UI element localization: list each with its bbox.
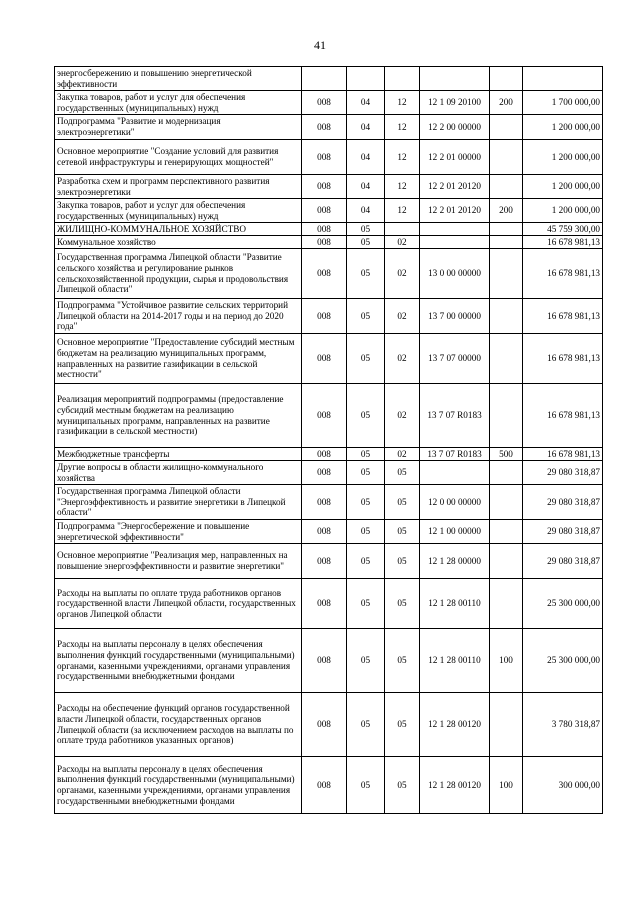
admin-code-cell: 008 bbox=[302, 448, 347, 461]
amount-cell bbox=[523, 67, 603, 91]
target-article-cell bbox=[420, 67, 490, 91]
target-article-cell: 12 1 00 00000 bbox=[420, 520, 490, 544]
subsection-code-cell bbox=[385, 67, 420, 91]
section-code-cell: 05 bbox=[347, 334, 385, 384]
section-code-cell: 05 bbox=[347, 757, 385, 814]
section-code-cell: 05 bbox=[347, 544, 385, 579]
admin-code-cell: 008 bbox=[302, 485, 347, 520]
amount-cell: 1 200 000,00 bbox=[523, 115, 603, 140]
amount-cell: 29 080 318,87 bbox=[523, 544, 603, 579]
subsection-code-cell: 05 bbox=[385, 461, 420, 485]
section-code-cell: 05 bbox=[347, 236, 385, 249]
expense-type-cell bbox=[490, 115, 523, 140]
amount-cell: 1 200 000,00 bbox=[523, 140, 603, 175]
expense-type-cell bbox=[490, 223, 523, 236]
target-article-cell: 13 7 00 00000 bbox=[420, 299, 490, 334]
admin-code-cell: 008 bbox=[302, 299, 347, 334]
admin-code-cell: 008 bbox=[302, 236, 347, 249]
subsection-code-cell: 12 bbox=[385, 91, 420, 115]
target-article-cell: 12 2 01 20120 bbox=[420, 199, 490, 223]
budget-table bbox=[54, 66, 603, 814]
admin-code-cell: 008 bbox=[302, 520, 347, 544]
expense-type-cell bbox=[490, 175, 523, 199]
subsection-code-cell: 05 bbox=[385, 693, 420, 757]
section-code-cell: 05 bbox=[347, 249, 385, 299]
row-name-cell: Коммунальное хозяйство bbox=[55, 236, 302, 249]
row-name-cell: Расходы на выплаты по оплате труда работников органов государственной власти Липецкой области, государственных органов Липецкой области bbox=[55, 579, 302, 629]
row-name-cell: Расходы на выплаты персоналу в целях обеспечения выполнения функций государственными (муниципальными) органами, казенными учреждениями, органами управления государственными внебюджетными фондами bbox=[55, 757, 302, 814]
section-code-cell: 05 bbox=[347, 384, 385, 448]
row-name-cell: Другие вопросы в области жилищно-коммунального хозяйства bbox=[55, 461, 302, 485]
expense-type-cell: 100 bbox=[490, 757, 523, 814]
expense-type-cell bbox=[490, 520, 523, 544]
amount-cell: 16 678 981,13 bbox=[523, 384, 603, 448]
row-name-cell: Основное мероприятие "Реализация мер, направленных на повышение энергоэффективности и развитие энергетики" bbox=[55, 544, 302, 579]
amount-cell: 29 080 318,87 bbox=[523, 520, 603, 544]
admin-code-cell: 008 bbox=[302, 629, 347, 693]
expense-type-cell bbox=[490, 461, 523, 485]
expense-type-cell bbox=[490, 693, 523, 757]
row-name-cell: Подпрограмма "Энергосбережение и повышение энергетической эффективности" bbox=[55, 520, 302, 544]
row-name-cell: энергосбережению и повышению энергетической эффективности bbox=[55, 67, 302, 91]
admin-code-cell: 008 bbox=[302, 115, 347, 140]
table-body bbox=[55, 67, 603, 814]
target-article-cell: 13 7 07 00000 bbox=[420, 334, 490, 384]
section-code-cell: 04 bbox=[347, 91, 385, 115]
row-name-cell: Подпрограмма "Развитие и модернизация электроэнергетики" bbox=[55, 115, 302, 140]
table-row bbox=[55, 140, 603, 175]
section-code-cell: 04 bbox=[347, 175, 385, 199]
admin-code-cell: 008 bbox=[302, 579, 347, 629]
admin-code-cell: 008 bbox=[302, 384, 347, 448]
table-row bbox=[55, 223, 603, 236]
table-row bbox=[55, 544, 603, 579]
section-code-cell: 04 bbox=[347, 199, 385, 223]
table-row bbox=[55, 67, 603, 91]
amount-cell: 16 678 981,13 bbox=[523, 249, 603, 299]
section-code-cell: 05 bbox=[347, 579, 385, 629]
row-name-cell: Межбюджетные трансферты bbox=[55, 448, 302, 461]
table-row bbox=[55, 175, 603, 199]
section-code-cell: 04 bbox=[347, 140, 385, 175]
row-name-cell: Закупка товаров, работ и услуг для обеспечения государственных (муниципальных) нужд bbox=[55, 199, 302, 223]
row-name-cell: Государственная программа Липецкой области "Энергоэффективность и развитие энергетики в Липецкой области" bbox=[55, 485, 302, 520]
target-article-cell: 12 1 09 20100 bbox=[420, 91, 490, 115]
subsection-code-cell: 02 bbox=[385, 236, 420, 249]
table-row bbox=[55, 334, 603, 384]
table-row bbox=[55, 485, 603, 520]
admin-code-cell: 008 bbox=[302, 140, 347, 175]
table-row bbox=[55, 236, 603, 249]
section-code-cell: 05 bbox=[347, 223, 385, 236]
target-article-cell: 12 1 28 00110 bbox=[420, 629, 490, 693]
table-row bbox=[55, 115, 603, 140]
table-row bbox=[55, 249, 603, 299]
row-name-cell: Разработка схем и программ перспективного развития электроэнергетики bbox=[55, 175, 302, 199]
table-row bbox=[55, 629, 603, 693]
target-article-cell: 12 1 28 00110 bbox=[420, 579, 490, 629]
section-code-cell: 05 bbox=[347, 448, 385, 461]
table-row bbox=[55, 299, 603, 334]
admin-code-cell: 008 bbox=[302, 175, 347, 199]
expense-type-cell bbox=[490, 334, 523, 384]
target-article-cell: 13 7 07 R0183 bbox=[420, 448, 490, 461]
amount-cell: 1 200 000,00 bbox=[523, 175, 603, 199]
expense-type-cell bbox=[490, 579, 523, 629]
subsection-code-cell: 02 bbox=[385, 384, 420, 448]
admin-code-cell: 008 bbox=[302, 757, 347, 814]
subsection-code-cell: 02 bbox=[385, 448, 420, 461]
amount-cell: 25 300 000,00 bbox=[523, 579, 603, 629]
subsection-code-cell: 05 bbox=[385, 520, 420, 544]
section-code-cell: 05 bbox=[347, 461, 385, 485]
row-name-cell: Подпрограмма "Устойчивое развитие сельских территорий Липецкой области на 2014-2017 годы и на период до 2020 года" bbox=[55, 299, 302, 334]
amount-cell: 300 000,00 bbox=[523, 757, 603, 814]
table-row bbox=[55, 757, 603, 814]
subsection-code-cell bbox=[385, 223, 420, 236]
subsection-code-cell: 12 bbox=[385, 115, 420, 140]
row-name-cell: Расходы на обеспечение функций органов государственной власти Липецкой области, государственных органов Липецкой области (за исключением расходов на выплаты по оплате труда работников указанных органов) bbox=[55, 693, 302, 757]
subsection-code-cell: 05 bbox=[385, 757, 420, 814]
admin-code-cell: 008 bbox=[302, 199, 347, 223]
target-article-cell: 12 0 00 00000 bbox=[420, 485, 490, 520]
admin-code-cell: 008 bbox=[302, 249, 347, 299]
amount-cell: 16 678 981,13 bbox=[523, 448, 603, 461]
target-article-cell: 12 1 28 00120 bbox=[420, 693, 490, 757]
expense-type-cell: 100 bbox=[490, 629, 523, 693]
admin-code-cell: 008 bbox=[302, 544, 347, 579]
subsection-code-cell: 05 bbox=[385, 629, 420, 693]
admin-code-cell: 008 bbox=[302, 223, 347, 236]
target-article-cell: 12 2 01 00000 bbox=[420, 140, 490, 175]
expense-type-cell bbox=[490, 236, 523, 249]
subsection-code-cell: 05 bbox=[385, 579, 420, 629]
expense-type-cell bbox=[490, 67, 523, 91]
amount-cell: 16 678 981,13 bbox=[523, 236, 603, 249]
subsection-code-cell: 12 bbox=[385, 199, 420, 223]
table-row bbox=[55, 199, 603, 223]
subsection-code-cell: 02 bbox=[385, 334, 420, 384]
table-row bbox=[55, 693, 603, 757]
section-code-cell: 04 bbox=[347, 115, 385, 140]
target-article-cell: 12 2 01 20120 bbox=[420, 175, 490, 199]
row-name-cell: Государственная программа Липецкой области "Развитие сельского хозяйства и регулирование рынков сельскохозяйственной продукции, сырья и продовольствия Липецкой области" bbox=[55, 249, 302, 299]
amount-cell: 29 080 318,87 bbox=[523, 485, 603, 520]
target-article-cell bbox=[420, 223, 490, 236]
section-code-cell: 05 bbox=[347, 299, 385, 334]
amount-cell: 3 780 318,87 bbox=[523, 693, 603, 757]
expense-type-cell bbox=[490, 299, 523, 334]
target-article-cell bbox=[420, 461, 490, 485]
table-row bbox=[55, 579, 603, 629]
section-code-cell bbox=[347, 67, 385, 91]
target-article-cell bbox=[420, 236, 490, 249]
target-article-cell: 12 2 00 00000 bbox=[420, 115, 490, 140]
row-name-cell: Основное мероприятие "Предоставление субсидий местным бюджетам на реализацию муниципальных программ, направленных на развитие газификации в сельской местности" bbox=[55, 334, 302, 384]
row-name-cell: Расходы на выплаты персоналу в целях обеспечения выполнения функций государственными (муниципальными) органами, казенными учреждениями, органами управления государственными внебюджетными фондами bbox=[55, 629, 302, 693]
subsection-code-cell: 12 bbox=[385, 175, 420, 199]
amount-cell: 1 200 000,00 bbox=[523, 199, 603, 223]
row-name-cell: Реализация мероприятий подпрограммы (предоставление субсидий местным бюджетам на реализацию муниципальных программ, направленных на развитие газификации в сельской местности) bbox=[55, 384, 302, 448]
amount-cell: 25 300 000,00 bbox=[523, 629, 603, 693]
subsection-code-cell: 02 bbox=[385, 299, 420, 334]
admin-code-cell: 008 bbox=[302, 693, 347, 757]
section-code-cell: 05 bbox=[347, 520, 385, 544]
admin-code-cell bbox=[302, 67, 347, 91]
expense-type-cell bbox=[490, 544, 523, 579]
table-row bbox=[55, 384, 603, 448]
target-article-cell: 13 7 07 R0183 bbox=[420, 384, 490, 448]
subsection-code-cell: 05 bbox=[385, 485, 420, 520]
expense-type-cell: 500 bbox=[490, 448, 523, 461]
expense-type-cell bbox=[490, 140, 523, 175]
amount-cell: 45 759 300,00 bbox=[523, 223, 603, 236]
page-number: 41 bbox=[314, 38, 326, 52]
row-name-cell: Закупка товаров, работ и услуг для обеспечения государственных (муниципальных) нужд bbox=[55, 91, 302, 115]
amount-cell: 16 678 981,13 bbox=[523, 299, 603, 334]
target-article-cell: 13 0 00 00000 bbox=[420, 249, 490, 299]
amount-cell: 1 700 000,00 bbox=[523, 91, 603, 115]
expense-type-cell bbox=[490, 485, 523, 520]
amount-cell: 29 080 318,87 bbox=[523, 461, 603, 485]
section-code-cell: 05 bbox=[347, 693, 385, 757]
expense-type-cell: 200 bbox=[490, 91, 523, 115]
table-row bbox=[55, 91, 603, 115]
admin-code-cell: 008 bbox=[302, 334, 347, 384]
row-name-cell: ЖИЛИЩНО-КОММУНАЛЬНОЕ ХОЗЯЙСТВО bbox=[55, 223, 302, 236]
subsection-code-cell: 02 bbox=[385, 249, 420, 299]
section-code-cell: 05 bbox=[347, 485, 385, 520]
row-name-cell: Основное мероприятие "Создание условий для развития сетевой инфраструктуры и генерирующих мощностей" bbox=[55, 140, 302, 175]
amount-cell: 16 678 981,13 bbox=[523, 334, 603, 384]
admin-code-cell: 008 bbox=[302, 461, 347, 485]
target-article-cell: 12 1 28 00120 bbox=[420, 757, 490, 814]
admin-code-cell: 008 bbox=[302, 91, 347, 115]
section-code-cell: 05 bbox=[347, 629, 385, 693]
expense-type-cell: 200 bbox=[490, 199, 523, 223]
target-article-cell: 12 1 28 00000 bbox=[420, 544, 490, 579]
expense-type-cell bbox=[490, 384, 523, 448]
table-row bbox=[55, 520, 603, 544]
subsection-code-cell: 05 bbox=[385, 544, 420, 579]
table-row bbox=[55, 448, 603, 461]
expense-type-cell bbox=[490, 249, 523, 299]
table-row bbox=[55, 461, 603, 485]
subsection-code-cell: 12 bbox=[385, 140, 420, 175]
